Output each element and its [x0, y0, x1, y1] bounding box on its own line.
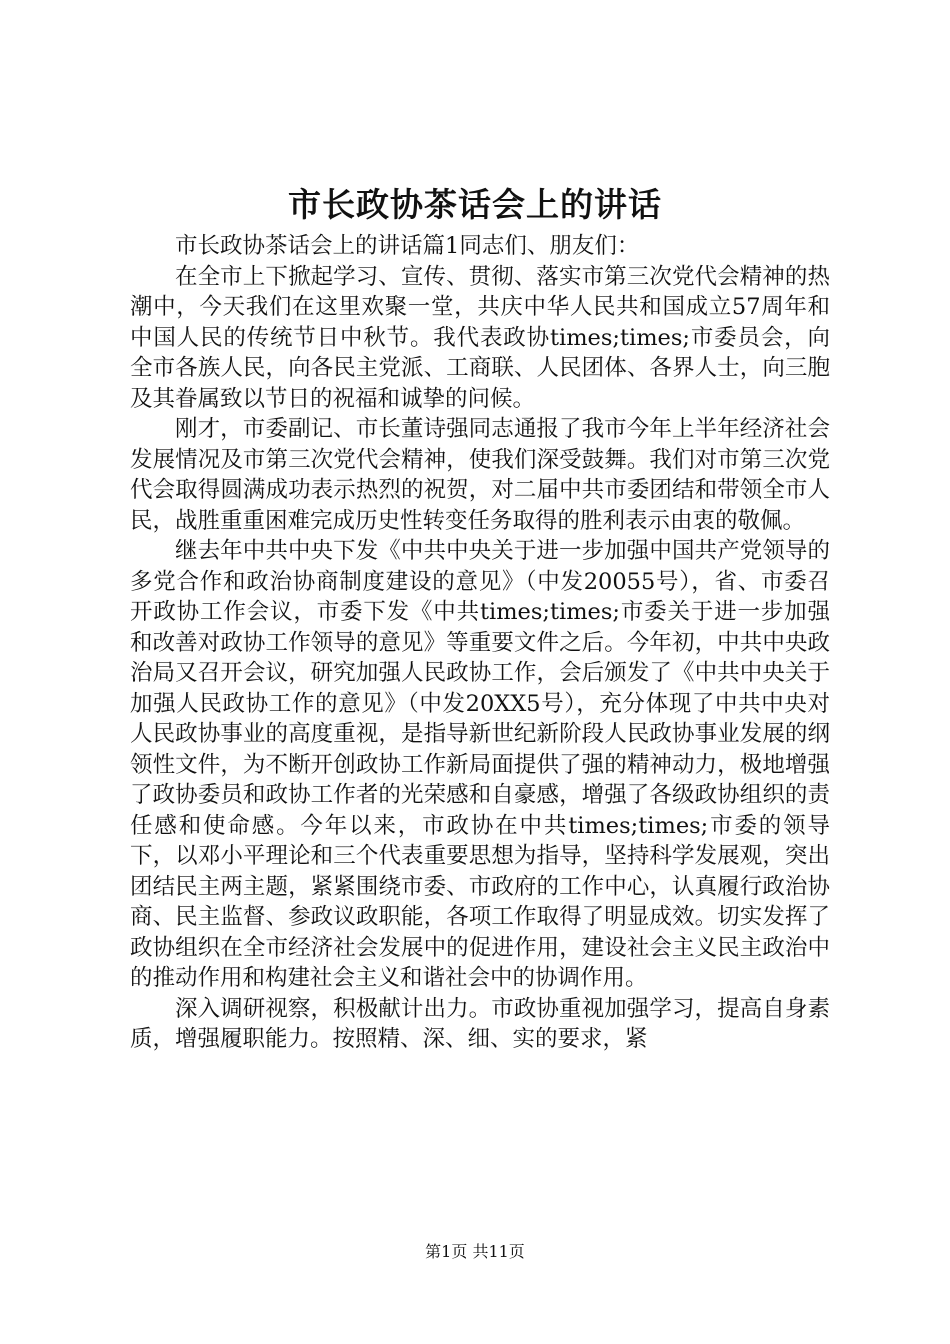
document-title: 市长政协茶话会上的讲话	[288, 185, 662, 224]
paragraph: 在全市上下掀起学习、宣传、贯彻、落实市第三次党代会精神的热潮中，今天我们在这里欢聚一堂，共庆中华人民共和国成立57周年和中国人民的传统节日中秋节。我代表政协times;times;市委员会，向全市各族人民，向各民主党派、工商联、人民团体、各界人士，向三胞及其眷属致以节日的祝福和诚挚的问候。	[130, 263, 830, 412]
paragraph: 继去年中共中央下发《中共中央关于进一步加强中国共产党领导的多党合作和政治协商制度建设的意见》（中发20055号），省、市委召开政协工作会议，市委下发《中共times;times;市委关于进一步加强和改善对政协工作领导的意见》等重要文件之后。今年初，中共中央政治局又召开会议，研究加强人民政协工作，会后颁发了《中共中央关于加强人民政协工作的意见》（中发20XX5号），充分体现了中共中央对人民政协事业的高度重视，是指导新世纪新阶段人民政协事业发展的纲领性文件，为不断开创政协工作新局面提供了强的精神动力，极地增强了政协委员和政协工作者的光荣感和自豪感，增强了各级政协组织的责任感和使命感。今年以来，市政协在中共times;times;市委的领导下，以邓小平理论和三个代表重要思想为指导，坚持科学发展观，突出团结民主两主题，紧紧围绕市委、市政府的工作中心，认真履行政治协商、民主监督、参政议政职能，各项工作取得了明显成效。切实发挥了政协组织在全市经济社会发展中的促进作用，建设社会主义民主政治中的推动作用和构建社会主义和谐社会中的协调作用。	[130, 538, 830, 991]
page-footer: 第1页 共11页	[425, 1242, 525, 1261]
paragraph: 深入调研视察，积极献计出力。市政协重视加强学习，提高自身素质，增强履职能力。按照精、深、细、实的要求，紧	[130, 995, 830, 1052]
paragraph: 市长政协茶话会上的讲话篇1同志们、朋友们：	[175, 233, 640, 259]
paragraph: 刚才，市委副记、市长董诗强同志通报了我市今年上半年经济社会发展情况及市第三次党代会精神，使我们深受鼓舞。我们对市第三次党代会取得圆满成功表示热烈的祝贺，对二届中共市委团结和带领全市人民，战胜重重困难完成历史性转变任务取得的胜利表示由衷的敬佩。	[130, 416, 830, 534]
document-body	[130, 231, 830, 1055]
